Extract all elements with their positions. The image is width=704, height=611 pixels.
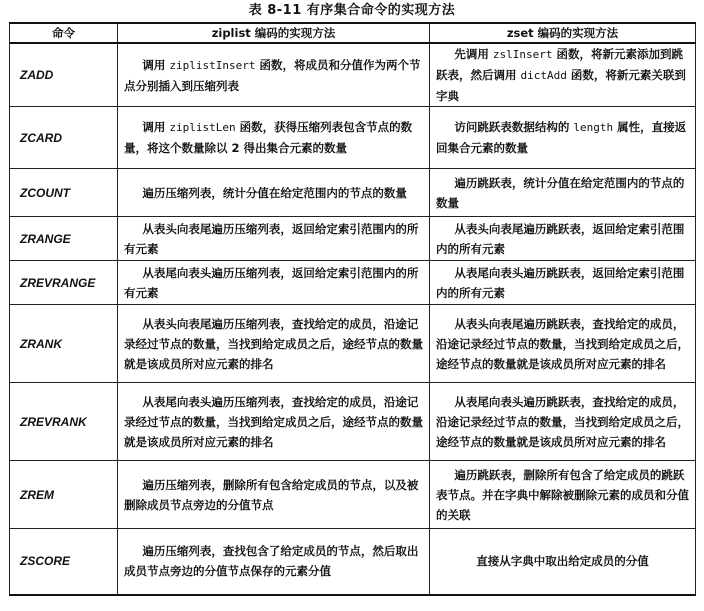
table-caption: 表 8-11 有序集合命令的实现方法 <box>248 3 456 18</box>
command-cell: ZCARD <box>10 107 118 169</box>
command-cell: ZADD <box>10 43 118 107</box>
command-cell: ZREVRANK <box>10 383 118 461</box>
zset-cell: 遍历跳跃表，删除所有包含了给定成员的跳跃表节点。并在字典中解除被删除元素的成员和分值的关联 <box>430 461 696 529</box>
zset-cell: 从表尾向表头遍历跳跃表，查找给定的成员，沿途记录经过节点的数量，当找到给定成员之后，途经节点的数量就是该成员所对应元素的排名 <box>430 383 696 461</box>
command-cell: ZRANK <box>10 305 118 383</box>
command-cell: ZRANGE <box>10 217 118 261</box>
zset-cell: 从表尾向表头遍历跳跃表，返回给定索引范围内的所有元素 <box>430 261 696 305</box>
code-identifier: zslInsert <box>492 48 553 61</box>
code-identifier: ziplistInsert <box>169 58 256 72</box>
zset-cell: 遍历跳跃表，统计分值在给定范围内的节点的数量 <box>430 169 696 217</box>
zset-cell: 访问跳跃表数据结构的 length 属性，直接返回集合元素的数量 <box>430 107 696 169</box>
table-header-row <box>10 23 696 43</box>
command-cell: ZCOUNT <box>10 169 118 217</box>
ziplist-cell: 从表头向表尾遍历压缩列表，返回给定索引范围内的所有元素 <box>118 217 430 261</box>
command-cell: ZSCORE <box>10 529 118 595</box>
ziplist-cell: 从表头向表尾遍历压缩列表，查找给定的成员，沿途记录经过节点的数量，当找到给定成员之后，途经节点的数量就是该成员所对应元素的排名 <box>118 305 430 383</box>
command-cell: ZREM <box>10 461 118 529</box>
ziplist-cell: 从表尾向表头遍历压缩列表，返回给定索引范围内的所有元素 <box>118 261 430 305</box>
ziplist-cell: 遍历压缩列表，查找包含了给定成员的节点，然后取出成员节点旁边的分值节点保存的元素分值 <box>118 529 430 595</box>
table-row <box>10 107 696 169</box>
commands-table <box>9 22 696 596</box>
table-row <box>10 261 696 305</box>
ziplist-cell: 从表尾向表头遍历压缩列表，查找给定的成员，沿途记录经过节点的数量，当找到给定成员之后，途经节点的数量就是该成员所对应元素的排名 <box>118 383 430 461</box>
header-ziplist: ziplist 编码的实现方法 <box>118 23 430 43</box>
table-row <box>10 305 696 383</box>
ziplist-cell: 遍历压缩列表，删除所有包含给定成员的节点，以及被删除成员节点旁边的分值节点 <box>118 461 430 529</box>
table-row <box>10 43 696 107</box>
code-identifier: length <box>573 121 614 134</box>
header-zset: zset 编码的实现方法 <box>430 23 696 43</box>
code-identifier: ziplistLen <box>169 121 236 134</box>
table-row <box>10 529 696 595</box>
ziplist-cell: 调用 ziplistLen 函数，获得压缩列表包含节点的数量，将这个数量除以 2 得出集合元素的数量 <box>118 107 430 169</box>
header-command: 命令 <box>10 23 118 43</box>
table-row <box>10 169 696 217</box>
table-row <box>10 461 696 529</box>
table-row <box>10 217 696 261</box>
command-cell: ZREVRANGE <box>10 261 118 305</box>
zset-cell: 直接从字典中取出给定成员的分值 <box>430 529 696 595</box>
code-identifier: dictAdd <box>520 69 567 82</box>
zset-cell: 从表头向表尾遍历跳跃表，返回给定索引范围内的所有元素 <box>430 217 696 261</box>
zset-cell: 从表头向表尾遍历跳跃表，查找给定的成员，沿途记录经过节点的数量，当找到给定成员之后，途经节点的数量就是该成员所对应元素的排名 <box>430 305 696 383</box>
table-row <box>10 383 696 461</box>
ziplist-cell: 调用 ziplistInsert 函数，将成员和分值作为两个节点分别插入到压缩列表 <box>118 43 430 107</box>
zset-cell: 先调用 zslInsert 函数，将新元素添加到跳跃表，然后调用 dictAdd 函数，将新元素关联到字典 <box>430 43 696 107</box>
ziplist-cell: 遍历压缩列表，统计分值在给定范围内的节点的数量 <box>118 169 430 217</box>
